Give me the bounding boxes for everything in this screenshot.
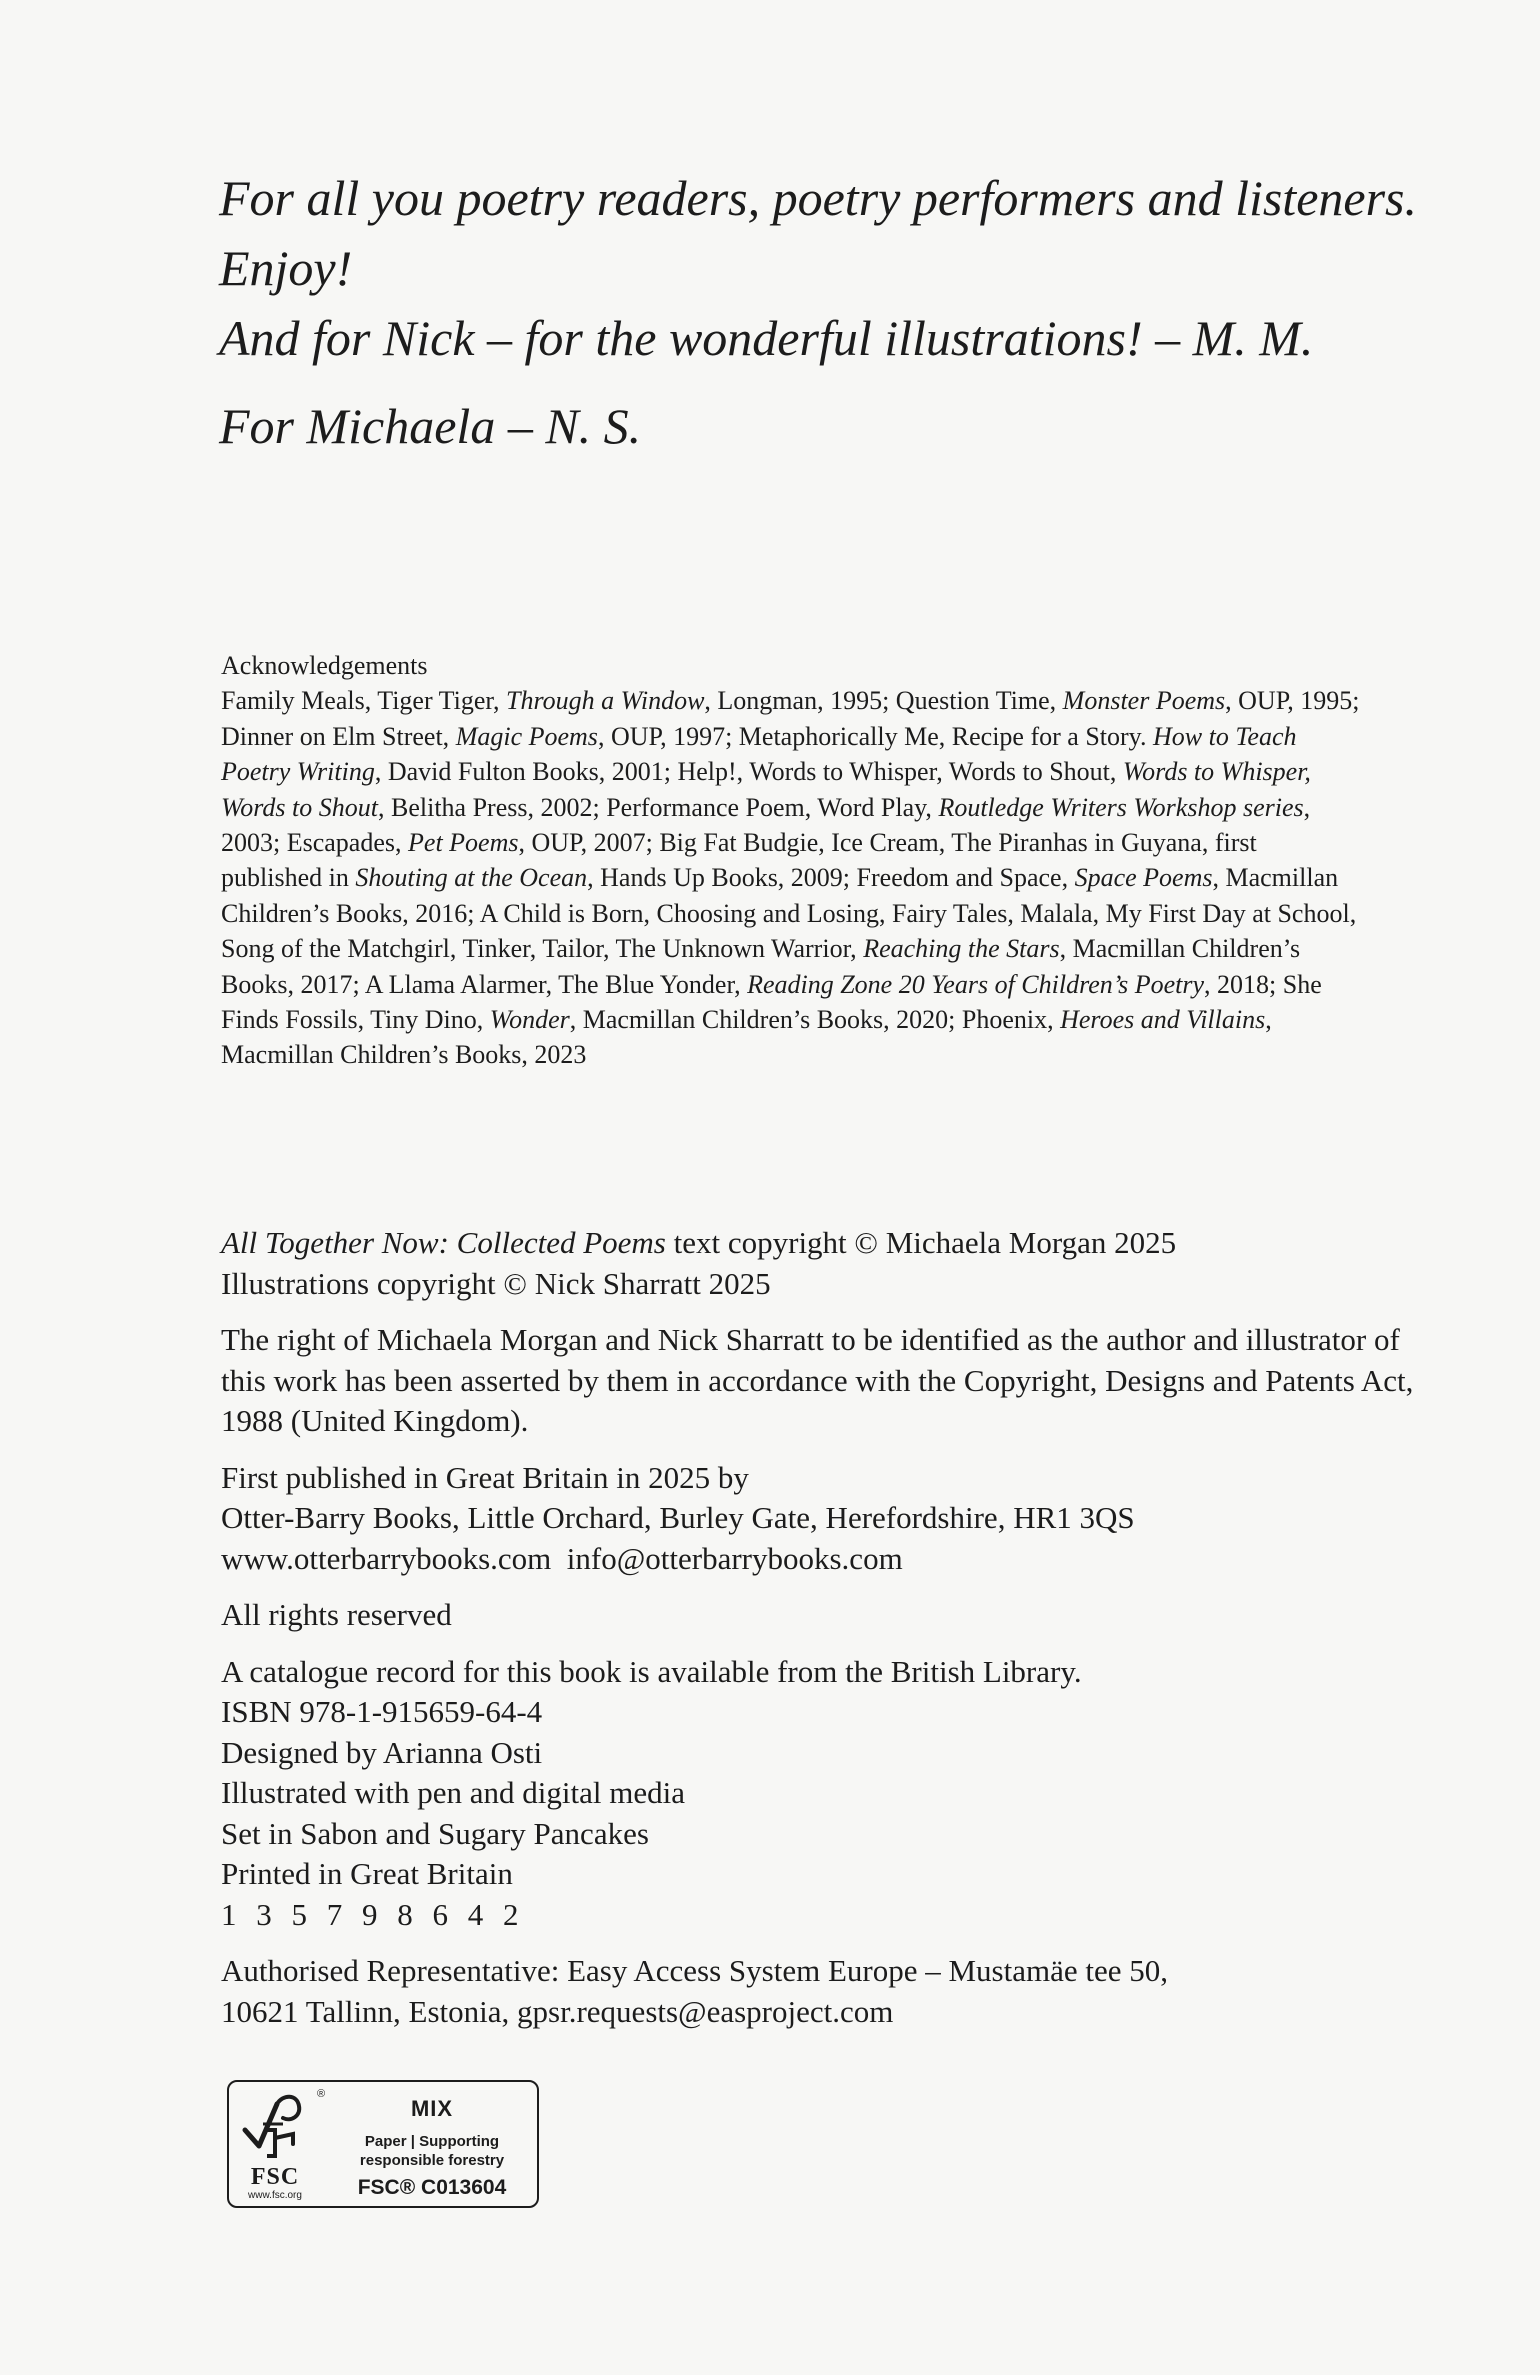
representative-block — [221, 1951, 1421, 2032]
rights-statement: The right of Michaela Morgan and Nick Sharratt to be identified as the author and illustrator of this work has been asserted by them in accordance with the Copyright, Designs and Patents Act, 1988 (United Kingdom). — [221, 1322, 1414, 1438]
dedication-line-2: Enjoy! — [219, 240, 353, 296]
illustrated-with: Illustrated with pen and digital media — [221, 1775, 686, 1810]
ack-segment: , David Fulton Books, 2001; Help!, Words to Whisper, Words to Shout, — [374, 757, 1123, 787]
book-title: All Together Now: Collected Poems — [221, 1225, 666, 1260]
fsc-registered-mark: ® — [317, 2088, 326, 2100]
fsc-mix: MIX — [410, 2096, 454, 2121]
publisher-address: Otter-Barry Books, Little Orchard, Burley Gate, Herefordshire, HR1 3QS — [221, 1500, 1135, 1535]
ack-segment: , OUP, 1997; Metaphorically Me, Recipe for a Story. — [597, 721, 1153, 751]
acknowledgements-text — [221, 683, 1361, 1072]
ack-segment: , 2018; She Finds Fossils, Tiny Dino, — [221, 969, 1322, 1035]
set-in: Set in Sabon and Sugary Pancakes — [221, 1815, 649, 1851]
ack-segment: Reading Zone 20 Years of Children’s Poetry — [747, 969, 1205, 999]
ack-segment: , Macmillan Children’s Books, 2020; Phoenix, — [569, 1005, 1061, 1035]
fsc-url: www.fsc.org — [248, 2190, 302, 2201]
illustrations-copyright: Illustrations copyright © Nick Sharratt 2025 — [221, 1265, 771, 1301]
details-block — [221, 1652, 1421, 1936]
fsc-logo-text: FSC — [250, 2164, 300, 2190]
ack-segment: Wonder — [489, 1005, 570, 1035]
fsc-logo — [235, 2086, 326, 2204]
dedication — [219, 163, 1469, 461]
ack-segment: Shouting at the Ocean — [355, 863, 588, 893]
ack-segment: Space Poems — [1074, 863, 1213, 893]
fsc-tree-icon — [237, 2086, 315, 2164]
catalogue-record: A catalogue record for this book is available from the British Library. — [221, 1653, 1082, 1689]
isbn: ISBN 978-1-915659-64-4 — [221, 1694, 543, 1729]
fsc-desc-line-1: Paper | Supporting — [364, 2133, 500, 2150]
ack-segment: How to Teach Poetry Writing — [221, 721, 1297, 787]
fsc-info — [329, 2082, 535, 2206]
copyright-block — [221, 1223, 1421, 1304]
text-copyright: text copyright © Michaela Morgan 2025 — [665, 1225, 1177, 1260]
fsc-code: FSC® C013604 — [357, 2176, 507, 2199]
fsc-label — [227, 2080, 539, 2208]
ack-segment: Through a Window — [506, 686, 705, 716]
ack-segment: Magic Poems — [455, 721, 598, 751]
ack-segment: , Macmillan Children’s Books, 2016; A Child is Born, Choosing and Losing, Fairy Tales, Malala, My First Day at School, Song of the Matchgirl, Tinker, Tailor, The Unknown Warrior, — [221, 863, 1357, 964]
first-published: First published in Great Britain in 2025 by — [221, 1459, 749, 1495]
representative-line-1: Authorised Representative: Easy Access System Europe – Mustamäe tee 50, — [221, 1953, 1168, 1988]
publisher-web-email: www.otterbarrybooks.com info@otterbarrybooks.com — [221, 1540, 903, 1576]
dedication-line-3: And for Nick – for the wonderful illustrations! – M. M. — [219, 310, 1314, 366]
fsc-description — [329, 2132, 535, 2170]
dedication-line-1: For all you poetry readers, poetry performers and listeners. — [219, 170, 1417, 226]
ack-segment: , Macmillan Children’s Books, 2017; A Llama Alarmer, The Blue Yonder, — [221, 934, 1301, 999]
representative-line-2: 10621 Tallinn, Estonia, gpsr.requests@easproject.com — [221, 1993, 894, 2029]
ack-segment: Words to Whisper, Words to Shout — [221, 757, 1311, 822]
ack-segment: , Hands Up Books, 2009; Freedom and Space, — [587, 863, 1075, 893]
ack-segment: , Macmillan Children’s Books, 2023 — [221, 1005, 1272, 1070]
all-rights-reserved: All rights reserved — [221, 1597, 452, 1632]
acknowledgements — [221, 648, 1361, 1073]
ack-segment: , OUP, 1995; Dinner on Elm Street, — [221, 686, 1360, 751]
ack-segment: Reaching the Stars — [863, 934, 1060, 964]
dedication-line-4: For Michaela – N. S. — [219, 398, 642, 454]
acknowledgements-heading: Acknowledgements — [221, 651, 428, 680]
ack-segment: Routledge Writers Workshop series — [938, 792, 1304, 822]
ack-segment: , 2003; Escapades, — [221, 792, 1311, 858]
fsc-desc-line-2: responsible forestry — [359, 2152, 505, 2169]
imprint — [221, 1223, 1421, 2048]
printing-numbers: 1 3 5 7 9 8 6 4 2 — [221, 1896, 525, 1932]
publisher-block — [221, 1458, 1421, 1580]
ack-segment: Pet Poems — [408, 828, 519, 858]
ack-segment: Family Meals, Tiger Tiger, — [221, 686, 507, 716]
ack-segment: Heroes and Villains — [1060, 1005, 1266, 1035]
designed-by: Designed by Arianna Osti — [221, 1734, 543, 1770]
ack-segment: Monster Poems — [1062, 686, 1226, 716]
printed-in: Printed in Great Britain — [221, 1856, 513, 1891]
ack-segment: , Belitha Press, 2002; Performance Poem, Word Play, — [378, 792, 939, 822]
ack-segment: , Longman, 1995; Question Time, — [704, 686, 1063, 716]
ack-segment: , OUP, 2007; Big Fat Budgie, Ice Cream, The Piranhas in Guyana, first published in — [221, 828, 1257, 893]
